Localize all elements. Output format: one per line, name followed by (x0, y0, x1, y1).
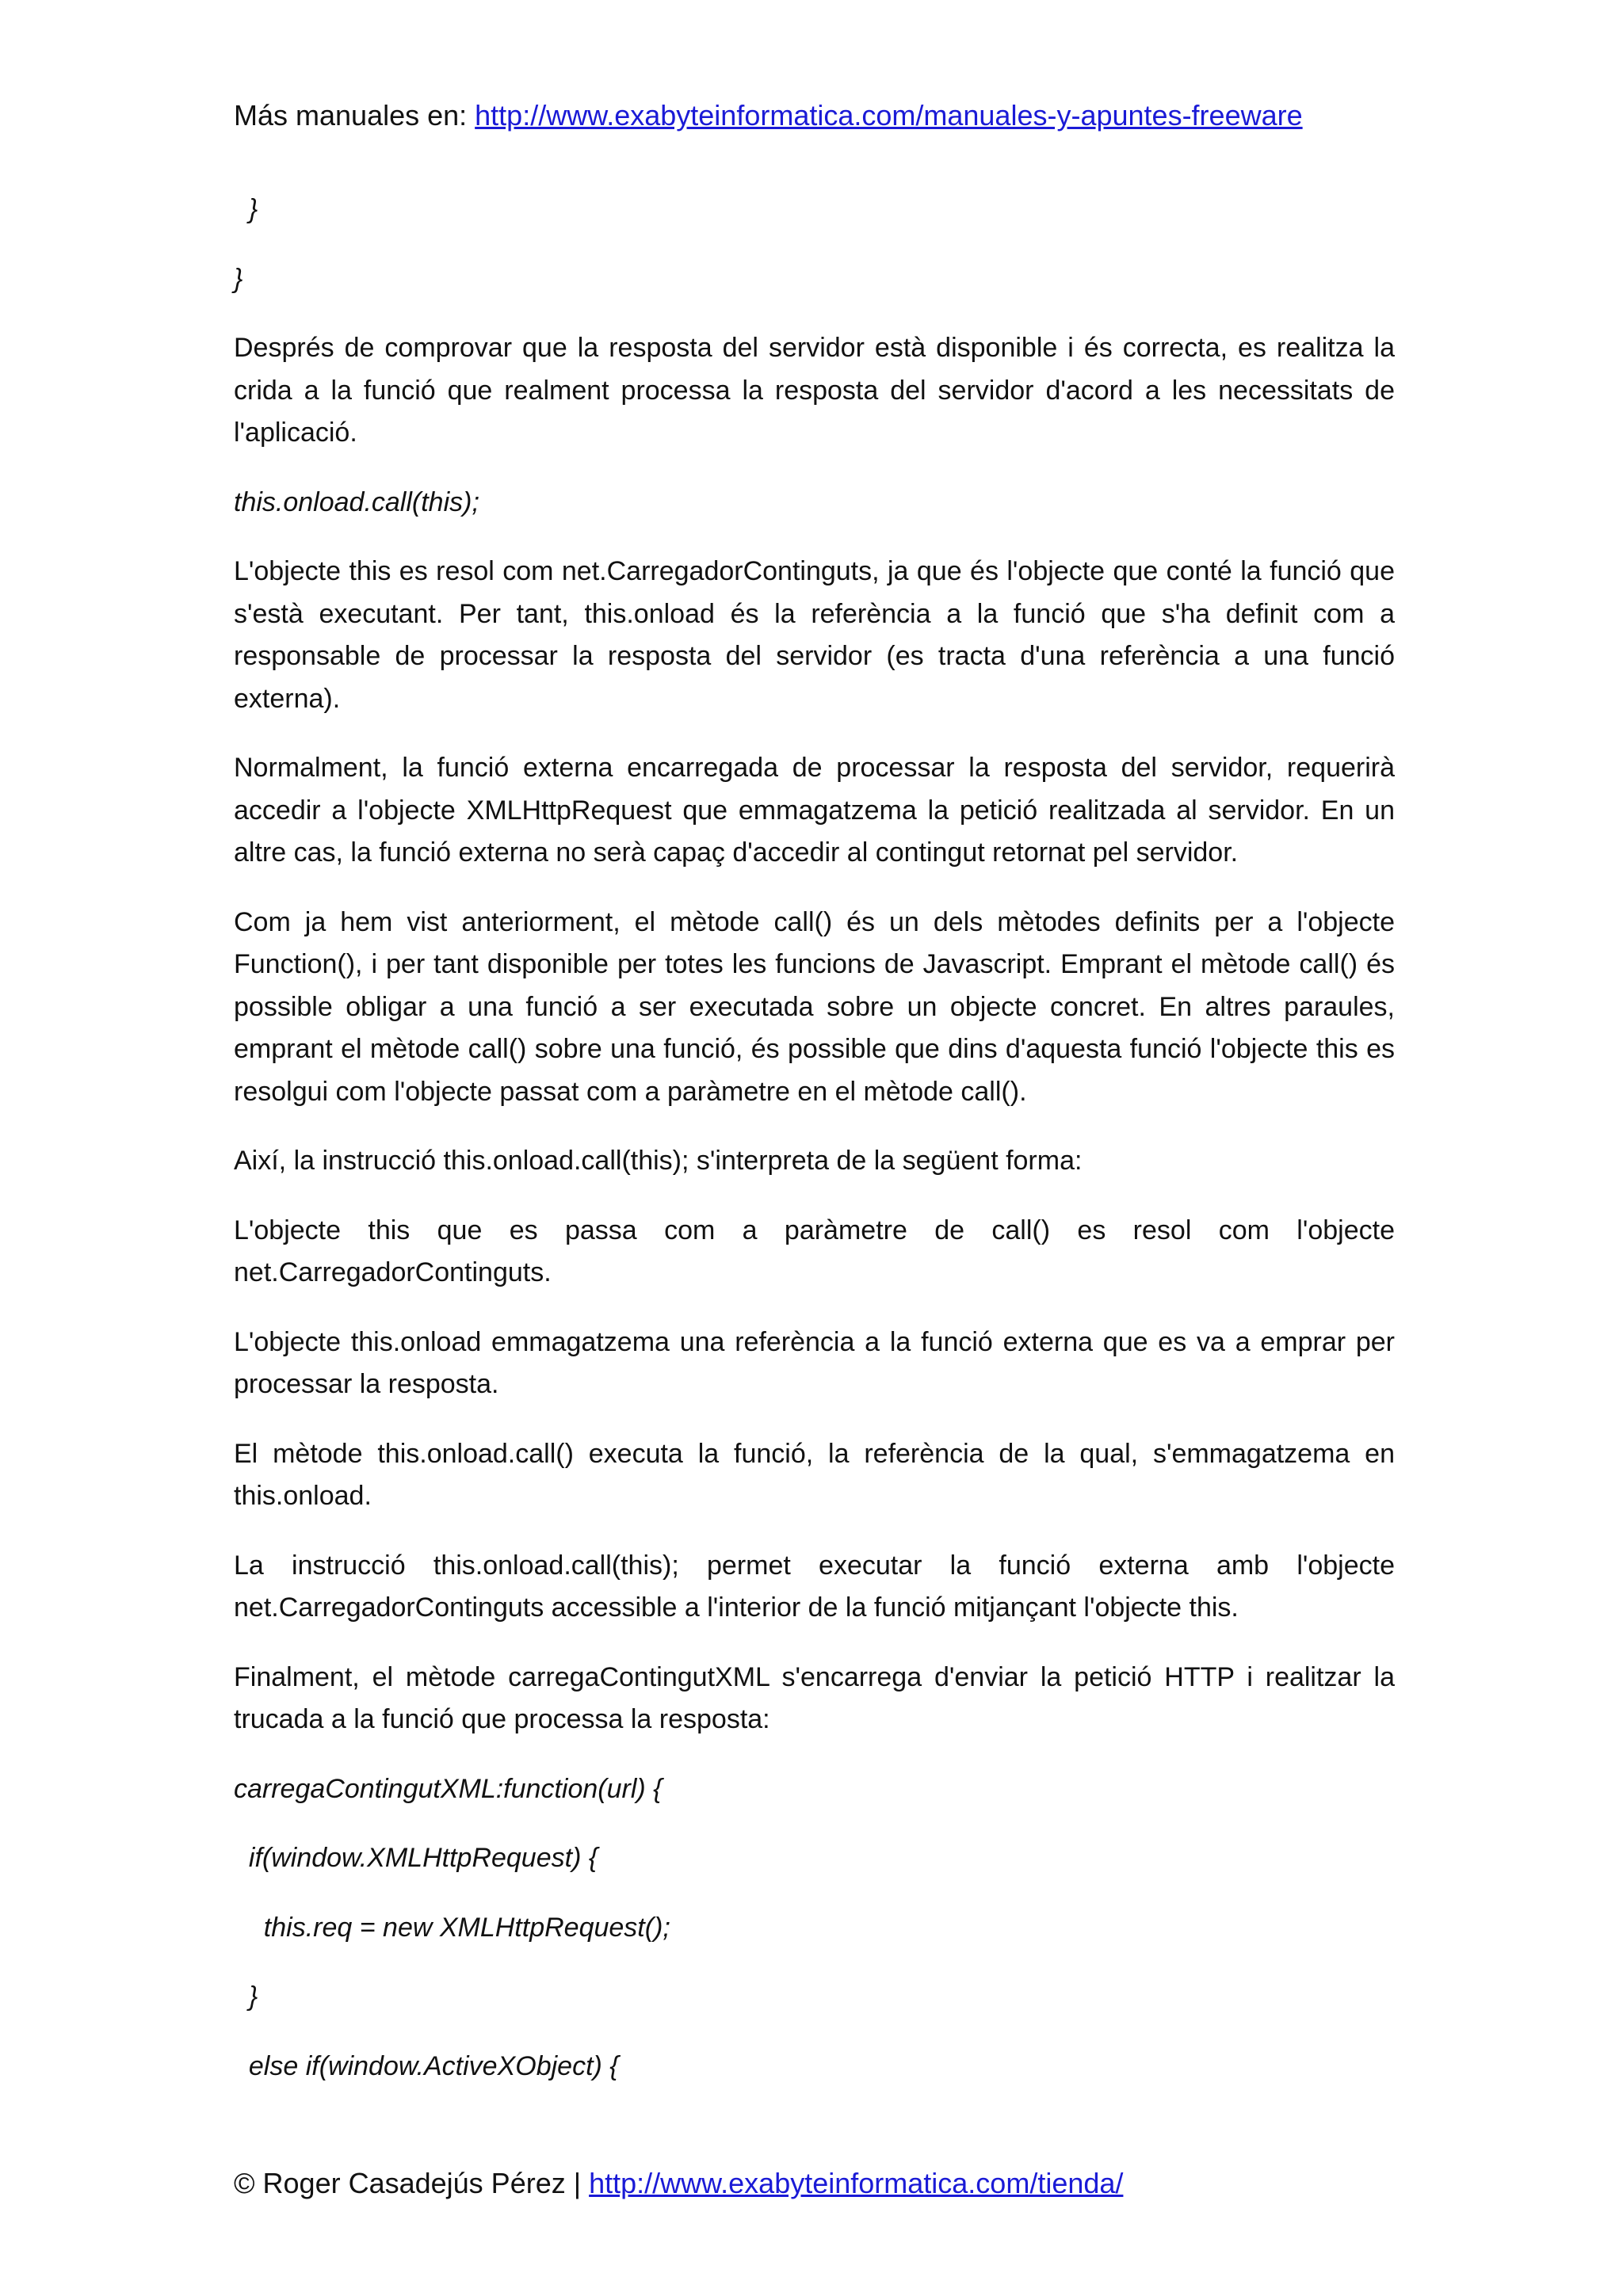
paragraph-this-resolution: L'objecte this es resol com net.CarregadorContinguts, ja que és l'objecte que conté la funció que s'està executant. Per tant, this.onload és la referència a la funció que s'ha definit com a responsable de processar la resposta del servidor (es tracta d'una referència a una funció externa). (234, 556, 1395, 714)
paragraph-call-method: Com ja hem vist anteriorment, el mètode call() és un dels mètodes definits per a l'objecte Function(), i per tant disponible per totes les funcions de Javascript. Emprant el mètode call() és possible obligar a una funció a ser executada sobre un objecte concret. En altres paraules, emprant el mètode call() sobre una funció, és possible que dins d'aquesta funció l'objecte this es resolgui com l'objecte passat com a paràmetre en el mètode call(). (234, 906, 1395, 1107)
document-body (234, 189, 1395, 2115)
code-line-new-xmlhttprequest: this.req = new XMLHttpRequest(); (234, 1912, 670, 1943)
paragraph-response-check: Després de comprovar que la resposta del servidor està disponible i és correcta, es realitza la crida a la funció que realment processa la resposta del servidor d'acord a les necessitats de l'aplicació. (234, 333, 1395, 448)
footer-copyright: © Roger Casadejús Pérez | (234, 2167, 590, 2199)
code-line-else-if-activex: else if(window.ActiveXObject) { (234, 2050, 619, 2081)
paragraph-interpretation-intro: Així, la instrucció this.onload.call(this); s'interpreta de la següent forma: (234, 1146, 1083, 1176)
code-line-if-xmlhttprequest: if(window.XMLHttpRequest) { (234, 1843, 598, 1873)
paragraph-final-method: Finalment, el mètode carregaContingutXML s'encarrega d'enviar la petició HTTP i realitzar la trucada a la funció que processa la resposta: (234, 1661, 1395, 1734)
code-line-closing-brace: } (234, 263, 243, 294)
footer-link[interactable]: http://www.exabyteinformatica.com/tienda/ (589, 2167, 1124, 2199)
code-line-onload-call: this.onload.call(this); (234, 486, 479, 517)
paragraph-external-function: Normalment, la funció externa encarregada de processar la resposta del servidor, requerirà accedir a l'objecte XMLHttpRequest que emmagatzema la petició realitzada al servidor. En un altre cas, la funció externa no serà capaç d'accedir al contingut retornat pel servidor. (234, 753, 1395, 868)
header-link[interactable]: http://www.exabyteinformatica.com/manuales-y-apuntes-freeware (475, 99, 1303, 132)
page-header (234, 97, 1303, 135)
code-line-function-signature: carregaContingutXML:function(url) { (234, 1773, 663, 1804)
code-line-closing-brace-2: } (234, 1981, 258, 2012)
header-prefix: Más manuales en: (234, 99, 475, 132)
paragraph-interpretation-2: L'objecte this.onload emmagatzema una referència a la funció externa que es va a emprar per processar la resposta. (234, 1326, 1395, 1399)
code-line-closing-brace-indented: } (234, 194, 258, 224)
paragraph-interpretation-1: L'objecte this que es passa com a paràmetre de call() es resol com l'objecte net.CarregadorContinguts. (234, 1215, 1395, 1287)
paragraph-interpretation-3: El mètode this.onload.call() executa la funció, la referència de la qual, s'emmagatzema en this.onload. (234, 1438, 1395, 1511)
page-footer (234, 2164, 1123, 2203)
paragraph-interpretation-4: La instrucció this.onload.call(this); permet executar la funció externa amb l'objecte net.CarregadorContinguts accessible a l'interior de la funció mitjançant l'objecte this. (234, 1550, 1395, 1623)
